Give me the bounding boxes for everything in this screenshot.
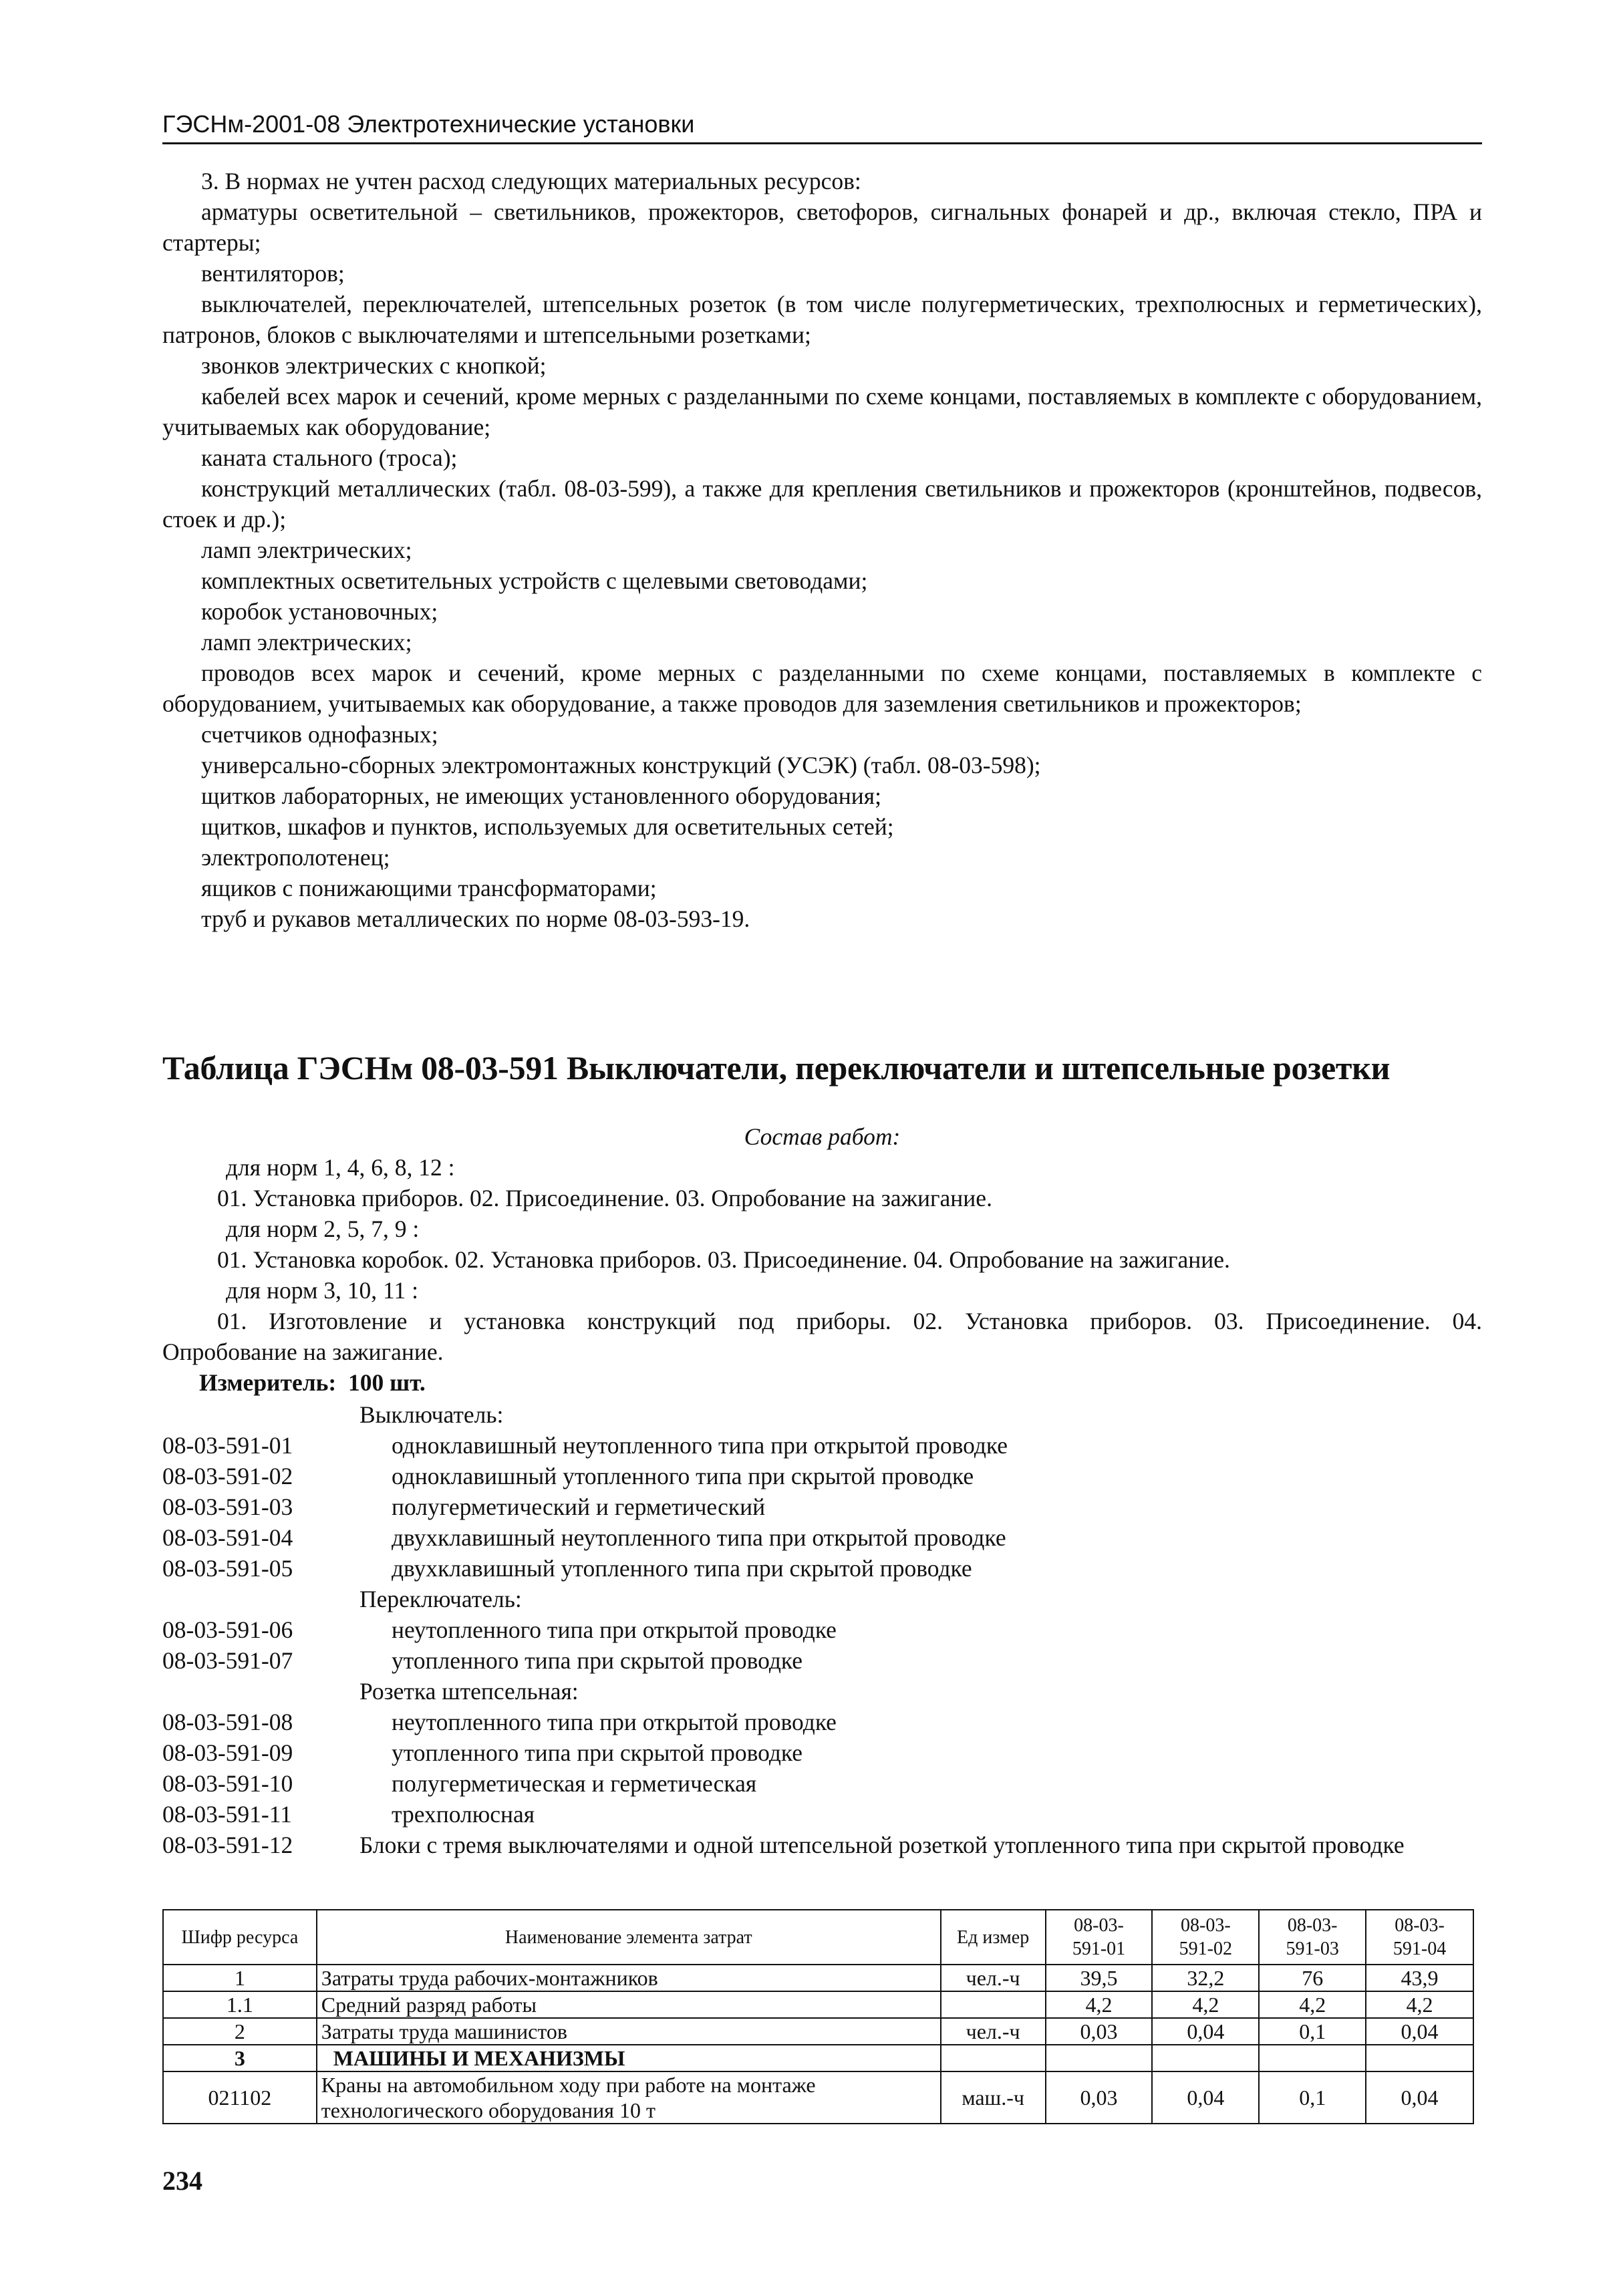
running-header: ГЭСНм-2001-08 Электротехнические установки <box>162 110 695 138</box>
measure-line <box>162 1367 1482 1398</box>
cell-name: Средний разряд работы <box>317 1991 941 2018</box>
cell-value: 4,2 <box>1259 1991 1366 2018</box>
header-col-part: 591-02 <box>1179 1939 1232 1959</box>
cell-value: 76 <box>1259 1965 1366 1991</box>
notes-paragraph: труб и рукавов металлических по норме 08-03-593-19. <box>201 905 750 932</box>
norm-desc: полугерметическая и герметическая <box>392 1770 757 1797</box>
header-col-part: 591-04 <box>1393 1939 1447 1959</box>
header-col-part: 591-01 <box>1072 1939 1126 1959</box>
work-line: 01. Установка коробок. 02. Установка приборов. 03. Присоединение. 04. Опробование на зажигание. <box>217 1246 1230 1273</box>
cell-unit <box>941 1991 1046 2018</box>
norm-desc: трехполюсная <box>392 1801 535 1828</box>
cell-name: Затраты труда рабочих-монтажников <box>317 1965 941 1991</box>
header-code: Шифр ресурса <box>163 1910 317 1965</box>
norm-desc: утопленного типа при скрытой проводке <box>392 1739 803 1766</box>
norm-desc: одноклавишный утопленного типа при скрытой проводке <box>392 1463 974 1489</box>
notes-section <box>162 166 1482 934</box>
norm-row <box>162 1553 1482 1584</box>
cell-value: 39,5 <box>1046 1965 1153 1991</box>
norm-code: 08-03-591-03 <box>162 1493 293 1520</box>
norm-row <box>162 1737 1482 1768</box>
header-col <box>1259 1910 1366 1965</box>
norm-desc: полугерметический и герметический <box>392 1493 766 1520</box>
norm-row <box>162 1707 1482 1737</box>
cell-value: 0,03 <box>1046 2018 1153 2045</box>
work-heading: Состав работ: <box>744 1123 901 1150</box>
cell-value: 0,04 <box>1152 2071 1259 2124</box>
cell-name: МАШИНЫ И МЕХАНИЗМЫ <box>317 2045 941 2071</box>
norm-desc: утопленного типа при скрытой проводке <box>392 1647 803 1674</box>
cell-value: 0,04 <box>1366 2071 1473 2124</box>
measure-label: Измеритель: <box>199 1369 337 1396</box>
norm-code: 08-03-591-04 <box>162 1524 293 1551</box>
norm-row <box>162 1645 1482 1676</box>
cell-value <box>1366 2045 1473 2071</box>
header-col-part: 08-03- <box>1287 1915 1338 1936</box>
notes-paragraph: комплектных осветительных устройств с щелевыми световодами; <box>201 567 868 594</box>
group-label: Выключатель: <box>359 1401 504 1428</box>
cell-code: 2 <box>163 2018 317 2045</box>
notes-paragraph: счетчиков однофазных; <box>201 721 438 748</box>
notes-paragraph: щитков, шкафов и пунктов, используемых для осветительных сетей; <box>201 813 894 840</box>
work-line: для норм 3, 10, 11 : <box>226 1277 418 1304</box>
notes-paragraph: каната стального (троса); <box>201 444 458 471</box>
notes-paragraph: выключателей, переключателей, штепсельных розеток (в том числе полугерметических, трехполюсных и герметических), патронов, блоков с выключателями и штепсельными розетками; <box>162 291 1482 348</box>
norm-desc: двухклавишный неутопленного типа при открытой проводке <box>392 1524 1006 1551</box>
cell-value: 4,2 <box>1152 1991 1259 2018</box>
cell-unit: маш.-ч <box>941 2071 1046 2124</box>
table-section-row <box>163 2045 1473 2071</box>
group-label: Переключатель: <box>359 1586 522 1612</box>
norm-desc: Блоки с тремя выключателями и одной штепсельной розеткой утопленного типа при скрытой проводке <box>359 1832 1405 1858</box>
header-name: Наименование элемента затрат <box>317 1910 941 1965</box>
norm-row <box>162 1614 1482 1645</box>
header-col <box>1046 1910 1153 1965</box>
norm-row <box>162 1799 1482 1830</box>
table-row <box>163 1965 1473 1991</box>
norm-code: 08-03-591-11 <box>162 1801 292 1828</box>
notes-paragraph: звонков электрических с кнопкой; <box>201 352 547 379</box>
cell-code: 3 <box>163 2045 317 2071</box>
notes-paragraph: ламп электрических; <box>201 629 412 656</box>
norm-desc: неутопленного типа при открытой проводке <box>392 1709 837 1735</box>
notes-paragraph: электрополотенец; <box>201 844 390 871</box>
norm-row <box>162 1461 1482 1491</box>
cell-value: 0,03 <box>1046 2071 1153 2124</box>
page-number: 234 <box>162 2166 202 2196</box>
cell-value: 4,2 <box>1046 1991 1153 2018</box>
norm-desc: двухклавишный утопленного типа при скрытой проводке <box>392 1555 972 1582</box>
notes-paragraph: 3. В нормах не учтен расход следующих материальных ресурсов: <box>201 168 861 194</box>
cell-code: 1.1 <box>163 1991 317 2018</box>
notes-paragraph: щитков лабораторных, не имеющих установленного оборудования; <box>201 782 881 809</box>
cell-code: 1 <box>163 1965 317 1991</box>
notes-paragraph: коробок установочных; <box>201 598 438 625</box>
work-line: Опробование на зажигание. <box>162 1338 444 1365</box>
cell-value <box>1259 2045 1366 2071</box>
table-header-row <box>163 1910 1473 1965</box>
cell-unit <box>941 2045 1046 2071</box>
notes-paragraph: ламп электрических; <box>201 537 412 563</box>
cell-value <box>1152 2045 1259 2071</box>
cell-value: 0,04 <box>1366 2018 1473 2045</box>
header-col <box>1152 1910 1259 1965</box>
work-line: для норм 2, 5, 7, 9 : <box>226 1215 420 1242</box>
norm-codes-list <box>162 1399 1482 1860</box>
notes-paragraph: универсально-сборных электромонтажных конструкций (УСЭК) (табл. 08-03-598); <box>201 752 1041 778</box>
norm-code: 08-03-591-12 <box>162 1832 293 1858</box>
norm-desc: неутопленного типа при открытой проводке <box>392 1616 837 1643</box>
cell-unit: чел.-ч <box>941 2018 1046 2045</box>
cell-value: 0,04 <box>1152 2018 1259 2045</box>
norm-row <box>162 1430 1482 1461</box>
cell-value: 0,1 <box>1259 2018 1366 2045</box>
cell-value: 32,2 <box>1152 1965 1259 1991</box>
header-unit: Ед измер <box>941 1910 1046 1965</box>
norm-code: 08-03-591-08 <box>162 1709 293 1735</box>
norm-code: 08-03-591-05 <box>162 1555 293 1582</box>
work-line: 01. Изготовление и установка конструкций под приборы. 02. Установка приборов. 03. Присоединение. 04. <box>217 1308 1482 1334</box>
header-col-part: 08-03- <box>1395 1915 1445 1936</box>
cell-name: Краны на автомобильном ходу при работе на монтаже технологического оборудования 10 т <box>317 2071 941 2124</box>
table-title: Таблица ГЭСНм 08-03-591 Выключатели, переключатели и штепсельные розетки <box>162 1049 1391 1087</box>
notes-paragraph: проводов всех марок и сечений, кроме мерных с разделанными по схеме концами, поставляемых в комплекте с оборудованием, учитываемых как оборудование, а также проводов для заземления светильников и прожекторов; <box>162 660 1482 717</box>
cell-value: 4,2 <box>1366 1991 1473 2018</box>
table-row <box>163 1991 1473 2018</box>
cell-code: 021102 <box>163 2071 317 2124</box>
norm-code: 08-03-591-09 <box>162 1739 293 1766</box>
work-composition <box>162 1121 1482 1398</box>
cell-value <box>1046 2045 1153 2071</box>
norm-code: 08-03-591-06 <box>162 1616 293 1643</box>
norm-row <box>162 1768 1482 1799</box>
norm-row <box>162 1522 1482 1553</box>
cell-unit: чел.-ч <box>941 1965 1046 1991</box>
cell-value: 43,9 <box>1366 1965 1473 1991</box>
notes-paragraph: кабелей всех марок и сечений, кроме мерных с разделанными по схеме концами, поставляемых в комплекте с оборудованием, учитываемых как оборудование; <box>162 383 1482 440</box>
norm-desc: одноклавишный неутопленного типа при открытой проводке <box>392 1432 1008 1459</box>
work-line: 01. Установка приборов. 02. Присоединение. 03. Опробование на зажигание. <box>217 1185 992 1211</box>
notes-paragraph: вентиляторов; <box>201 260 345 287</box>
header-col <box>1366 1910 1473 1965</box>
norm-row <box>162 1491 1482 1522</box>
norm-code: 08-03-591-10 <box>162 1770 293 1797</box>
table-row <box>163 2018 1473 2045</box>
table-row <box>163 2071 1473 2124</box>
resources-table <box>162 1909 1474 2124</box>
norm-code: 08-03-591-01 <box>162 1432 293 1459</box>
norm-row <box>162 1830 1482 1860</box>
cell-value: 0,1 <box>1259 2071 1366 2124</box>
group-label: Розетка штепсельная: <box>359 1678 579 1705</box>
header-rule <box>162 142 1482 144</box>
work-line: для норм 1, 4, 6, 8, 12 : <box>226 1154 455 1181</box>
norm-code: 08-03-591-07 <box>162 1647 293 1674</box>
measure-value: 100 шт. <box>347 1369 426 1396</box>
header-col-part: 08-03- <box>1074 1915 1124 1936</box>
notes-paragraph: арматуры осветительной – светильников, прожекторов, светофоров, сигнальных фонарей и др., включая стекло, ПРА и стартеры; <box>162 198 1482 256</box>
header-col-part: 591-03 <box>1286 1939 1339 1959</box>
cell-name: Затраты труда машинистов <box>317 2018 941 2045</box>
norm-code: 08-03-591-02 <box>162 1463 293 1489</box>
header-col-part: 08-03- <box>1181 1915 1231 1936</box>
notes-paragraph: ящиков с понижающими трансформаторами; <box>201 875 657 901</box>
notes-paragraph: конструкций металлических (табл. 08-03-599), а также для крепления светильников и прожекторов (кронштейнов, подвесов, стоек и др.); <box>162 475 1482 533</box>
